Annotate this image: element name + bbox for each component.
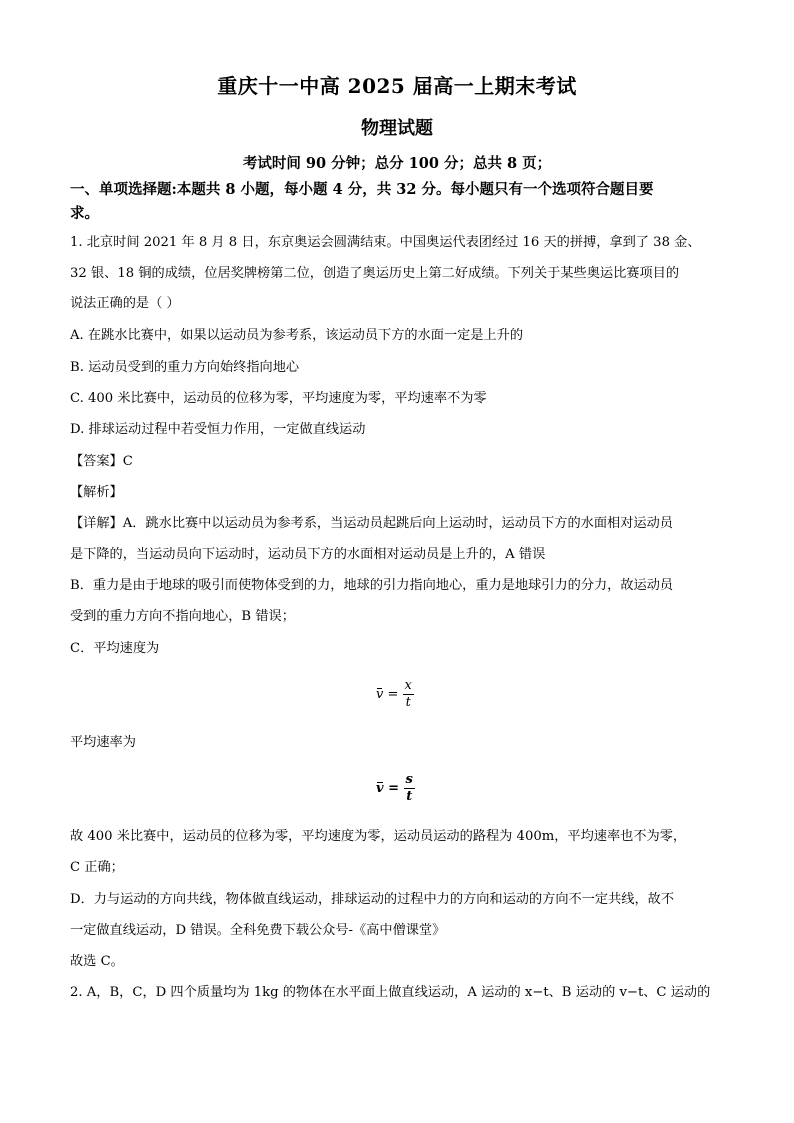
subject-title: 物理试题 xyxy=(361,118,433,139)
detail-line4: 受到的重力方向不指向地心，B 错误； xyxy=(70,609,295,624)
option-d: D. 排球运动过程中若受恒力作用，一定做直线运动 xyxy=(70,422,366,437)
detail-line9: D．力与运动的方向共线，物体做直线运动，排球运动的过程中力的方向和运动的方向不一定共线，故不 xyxy=(70,892,675,907)
detail-line7: 故 400 米比赛中，运动员的位移为零，平均速度为零，运动员运动的路程为 400m，平均速率也不为零， xyxy=(70,829,687,844)
exam-info: 考试时间 90 分钟；总分 100 分；总共 8 页； xyxy=(242,155,552,172)
detail-line6: 平均速率为 xyxy=(70,735,136,750)
detail-line11: 故选 C。 xyxy=(70,954,124,969)
answer-label: 【答案】C xyxy=(70,454,133,469)
section-heading-line1: 一、单项选择题:本题共 8 小题，每小题 4 分，共 32 分。每小题只有一个选项符合题目要 xyxy=(70,181,654,198)
option-a: A. 在跳水比赛中，如果以运动员为参考系，该运动员下方的水面一定是上升的 xyxy=(70,328,524,343)
average-velocity-formula xyxy=(376,678,414,711)
formula-fraction xyxy=(403,678,414,711)
formula-lhs: v xyxy=(376,687,384,702)
question-1-stem-line1: 1. 北京时间 2021 年 8 月 8 日，东京奥运会圆满结束。中国奥运代表团经过 16 天的拼搏，拿到了 38 金、 xyxy=(70,235,701,250)
formula-equals: = xyxy=(388,781,399,796)
formula-lhs: v xyxy=(376,781,384,796)
question-2-stem-line1: 2. A，B，C，D 四个质量均为 1kg 的物体在水平面上做直线运动，A 运动的 x−t、B 运动的 v−t、C 运动的 xyxy=(70,985,711,1000)
question-1-stem-line3: 说法正确的是（ ） xyxy=(70,296,180,311)
detail-line1: 【详解】A．跳水比赛中以运动员为参考系，当运动员起跳后向上运动时，运动员下方的水面相对运动员 xyxy=(70,516,673,531)
detail-line2: 是下降的，当运动员向下运动时，运动员下方的水面相对运动员是上升的，A 错误 xyxy=(70,547,546,562)
formula-numerator: x xyxy=(404,678,412,693)
detail-line8: C 正确； xyxy=(70,860,124,875)
section-heading-line2: 求。 xyxy=(70,205,99,222)
formula-denominator: t xyxy=(405,695,411,710)
question-1-stem-line2: 32 银、18 铜的成绩，位居奖牌榜第二位，创造了奥运历史上第二好成绩。下列关于某些奥运比赛项目的 xyxy=(70,266,680,281)
detail-line3: B．重力是由于地球的吸引而使物体受到的力，地球的引力指向地心，重力是地球引力的分力，故运动员 xyxy=(70,578,674,593)
formula-denominator: t xyxy=(406,789,413,804)
analysis-label: 【解析】 xyxy=(70,485,123,500)
formula-numerator: s xyxy=(405,772,413,787)
detail-line10: 一定做直线运动，D 错误。全科免费下载公众号-《高中僧课堂》 xyxy=(70,923,446,938)
detail-line5: C．平均速度为 xyxy=(70,641,160,656)
exam-title: 重庆十一中高 2025 届高一上期末考试 xyxy=(217,74,577,98)
option-c: C. 400 米比赛中，运动员的位移为零，平均速度为零，平均速率不为零 xyxy=(70,391,487,406)
formula-equals: = xyxy=(387,687,399,702)
average-speed-formula xyxy=(376,772,415,805)
formula-fraction xyxy=(404,772,415,805)
option-b: B. 运动员受到的重力方向始终指向地心 xyxy=(70,360,300,375)
